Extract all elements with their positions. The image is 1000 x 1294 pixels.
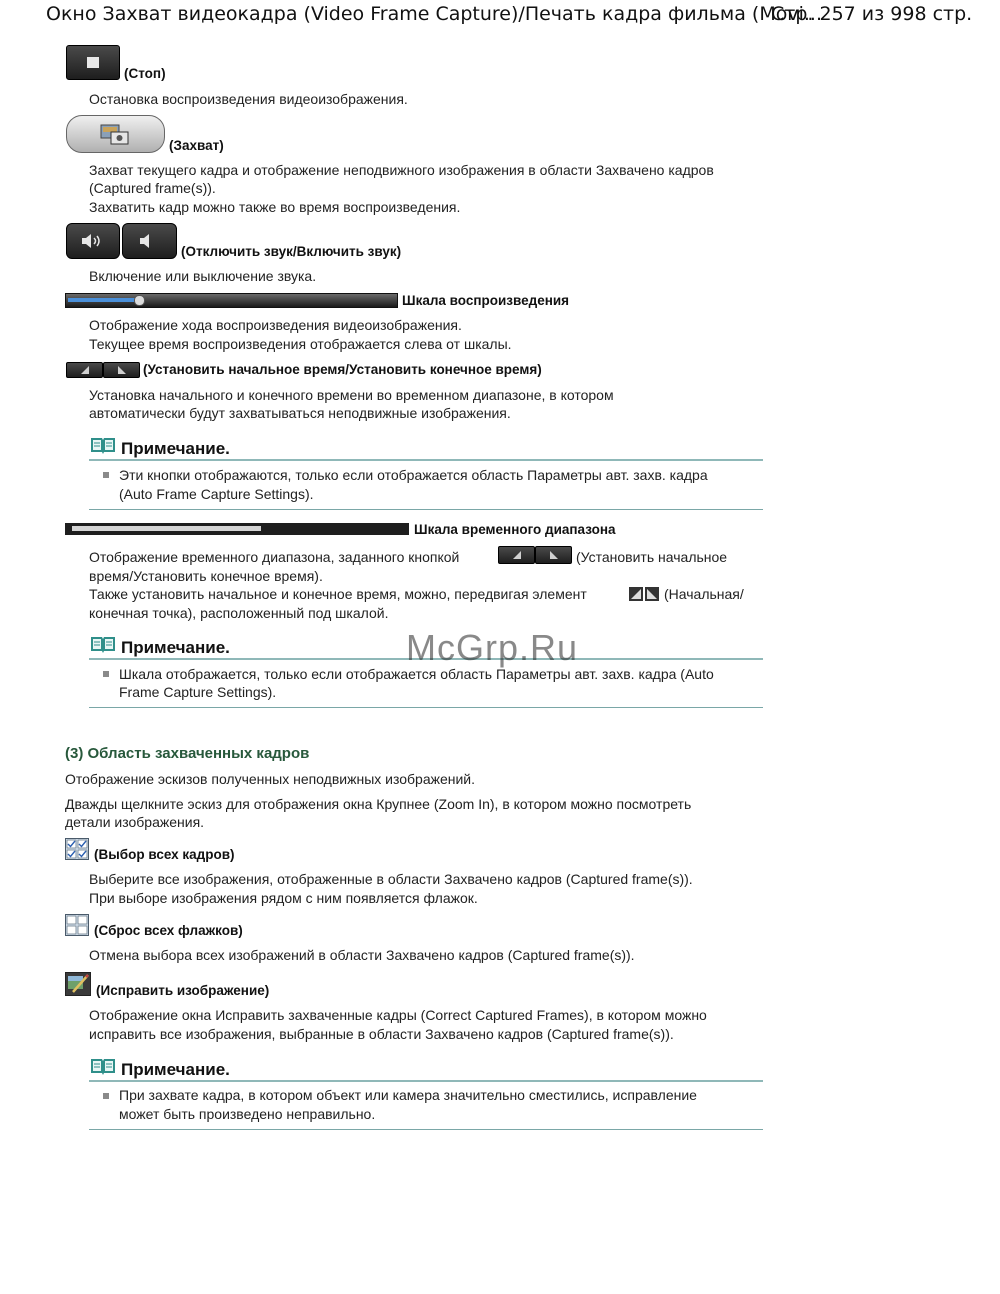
time-range-label: Шкала временного диапазона	[414, 522, 616, 537]
time-range-desc-1a: Отображение временного диапазона, заданного кнопкой	[89, 549, 460, 565]
section-3-title: (3) Область захваченных кадров	[65, 745, 310, 762]
speaker-muted-icon	[138, 233, 158, 249]
set-time-desc-1: Установка начального и конечного времени во временном диапазоне, в котором	[89, 387, 614, 403]
set-end-time-button[interactable]	[103, 362, 140, 378]
camera-icon	[100, 123, 130, 145]
capture-desc-3: Захватить кадр можно также во время воспроизведения.	[89, 199, 461, 215]
section-3-paragraph-2b: детали изображения.	[65, 814, 205, 830]
section-3-paragraph-1: Отображение эскизов полученных неподвижных изображений.	[65, 771, 476, 787]
inline-set-start-button	[498, 546, 535, 564]
note-1-text-2: (Auto Frame Capture Settings).	[119, 486, 314, 502]
end-point-icon	[117, 365, 127, 375]
note-3-bottom-border	[89, 1129, 763, 1130]
document-title: Окно Захват видеокадра (Video Frame Capture)/Печать кадра фильма (Movi...	[46, 3, 822, 25]
end-point-icon	[549, 550, 559, 560]
note-2-text-1: Шкала отображается, только если отображается область Параметры авт. захв. кадра (Auto	[119, 666, 714, 682]
time-range-desc-3a: Также установить начальное и конечное время, можно, передвигая элемент	[89, 586, 587, 602]
playback-desc-2: Текущее время воспроизведения отображается слева от шкалы.	[89, 336, 512, 352]
bullet	[103, 1093, 109, 1099]
book-icon	[90, 436, 116, 454]
note-3-divider	[89, 1080, 763, 1082]
playback-progress-fill	[68, 298, 140, 302]
note-3-text-2: может быть произведено неправильно.	[119, 1106, 376, 1122]
note-2-bottom-border	[89, 707, 763, 708]
clear-all-label: (Сброс всех флажков)	[94, 923, 243, 938]
note-1-divider	[89, 459, 763, 461]
set-time-desc-2: автоматически будут захватываться неподвижные изображения.	[89, 405, 511, 421]
stop-label: (Стоп)	[124, 66, 166, 81]
correct-image-desc-2: исправить все изображения, выбранные в области Захвачено кадров (Captured frame(s)).	[89, 1026, 674, 1042]
stop-icon	[87, 57, 99, 68]
start-point-icon	[512, 550, 522, 560]
set-time-label: (Установить начальное время/Установить конечное время)	[143, 362, 542, 377]
note-3-text-1: При захвате кадра, в котором объект или камера значительно сместились, исправление	[119, 1087, 697, 1103]
page-counter: Стр. 257 из 998 стр.	[771, 3, 973, 25]
stop-button[interactable]	[66, 45, 120, 80]
correct-image-icon[interactable]	[65, 972, 91, 996]
bullet	[103, 671, 109, 677]
speaker-on-icon	[80, 233, 108, 249]
capture-button[interactable]	[66, 115, 165, 153]
capture-desc-2: (Captured frame(s)).	[89, 180, 216, 196]
time-range-desc-4: конечная точка), расположенный под шкалой.	[89, 605, 389, 621]
clear-all-desc: Отмена выбора всех изображений в области Захвачено кадров (Captured frame(s)).	[89, 947, 635, 963]
watermark: McGrp.Ru	[406, 627, 579, 668]
unmute-button[interactable]	[122, 223, 177, 259]
playback-thumb[interactable]	[134, 295, 145, 306]
capture-desc-1: Захват текущего кадра и отображение неподвижного изображения в области Захвачено кадров	[89, 162, 714, 178]
set-start-time-button[interactable]	[66, 362, 103, 378]
inline-set-end-button	[535, 546, 572, 564]
select-all-icon[interactable]	[65, 838, 89, 860]
start-point-icon	[80, 365, 90, 375]
note-2-text-2: Frame Capture Settings).	[119, 684, 277, 700]
clear-all-icon[interactable]	[65, 914, 89, 936]
playback-desc-1: Отображение хода воспроизведения видеоизображения.	[89, 317, 462, 333]
playback-bar[interactable]	[65, 293, 398, 308]
time-range-bar[interactable]	[65, 523, 409, 535]
mute-description: Включение или выключение звука.	[89, 268, 317, 284]
note-3-title: Примечание.	[121, 1060, 230, 1079]
correct-image-label: (Исправить изображение)	[96, 983, 270, 998]
capture-label: (Захват)	[169, 138, 224, 153]
note-1-text-1: Эти кнопки отображаются, только если отображается область Параметры авт. захв. кадра	[119, 467, 708, 483]
note-2-title: Примечание.	[121, 638, 230, 657]
start-end-point-icon	[629, 587, 659, 601]
mute-label: (Отключить звук/Включить звук)	[181, 244, 402, 259]
select-all-label: (Выбор всех кадров)	[94, 847, 235, 862]
section-3-paragraph-2a: Дважды щелкните эскиз для отображения окна Крупнее (Zoom In), в котором можно посмотреть	[65, 796, 692, 812]
time-range-desc-3b: (Начальная/	[664, 586, 744, 602]
bullet	[103, 472, 109, 478]
note-1-bottom-border	[89, 509, 763, 510]
time-range-desc-2: время/Установить конечное время).	[89, 568, 323, 584]
note-1-title: Примечание.	[121, 439, 230, 458]
book-icon	[90, 635, 116, 653]
mute-button[interactable]	[66, 223, 120, 259]
select-all-desc-2: При выборе изображения рядом с ним появляется флажок.	[89, 890, 478, 906]
time-range-selection	[72, 526, 261, 531]
correct-image-desc-1: Отображение окна Исправить захваченные кадры (Correct Captured Frames), в котором можно	[89, 1007, 707, 1023]
select-all-desc-1: Выберите все изображения, отображенные в области Захвачено кадров (Captured frame(s)).	[89, 871, 693, 887]
stop-description: Остановка воспроизведения видеоизображения.	[89, 91, 408, 107]
playback-bar-label: Шкала воспроизведения	[402, 293, 570, 308]
time-range-desc-1b: (Установить начальное	[576, 549, 728, 565]
book-icon	[90, 1057, 116, 1075]
